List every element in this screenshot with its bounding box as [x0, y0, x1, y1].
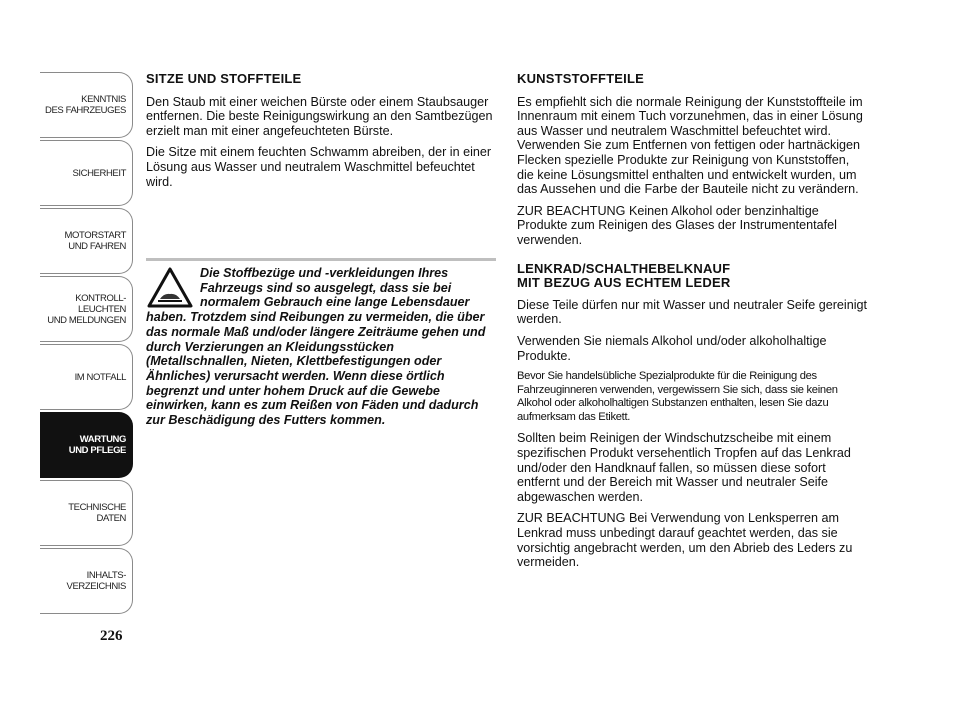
paragraph: Den Staub mit einer weichen Bürste oder einem Staubsauger entfernen. Die beste Reinigungswirkung an den Samtbezügen erzielt man mit einer angefeuchteten Bürste. [146, 94, 493, 138]
paragraph: Es empfiehlt sich die normale Reinigung der Kunststoffteile im Innenraum mit einem Tuch vorzunehmen, das in einer Lösung aus Wasser und neutralem Waschmittel befeuchtet wird. Verwenden Sie zum Entfernen von fettigen oder hartnäckigen Flecken spezielle Produkte zur Reinigung von Kunststoffen, die keine Lösungsmittel enthalten und entwickelt wurden, um das Aussehen und die Farbe der Bauteile nicht zu verändern. [517, 94, 863, 197]
page-number: 226 [100, 628, 123, 644]
paragraph: ZUR BEACHTUNG Bei Verwendung von Lenksperren am Lenkrad muss unbedingt darauf geachtet werden, das sie vorsichtig angebracht werden, um den Abrieb des Leders zu vermeiden. [517, 511, 853, 570]
paragraph: ZUR BEACHTUNG Keinen Alkohol oder benzinhaltige Produkte zum Reinigen des Glases der Instrumententafel verwenden. [517, 203, 837, 247]
tab-wartung-und-pflege[interactable]: WARTUNG UND PFLEGE [40, 412, 133, 478]
tab-sicherheit[interactable]: SICHERHEIT [40, 140, 133, 206]
section-heading-lenkrad [517, 262, 869, 291]
section-heading-sitze: SITZE UND STOFFTEILE [146, 71, 302, 86]
caution-triangle-icon [146, 266, 194, 310]
tab-motorstart-und-fahren[interactable]: MOTORSTART UND FAHREN [40, 208, 133, 274]
tab-im-notfall[interactable]: IM NOTFALL [40, 344, 133, 410]
tab-kontrollleuchten-und-meldungen[interactable]: KONTROLL- LEUCHTEN UND MELDUNGEN [40, 276, 133, 342]
tab-inhaltsverzeichnis[interactable]: INHALTS- VERZEICHNIS [40, 548, 133, 614]
tab-kenntnis-des-fahrzeuges[interactable]: KENNTNIS DES FAHRZEUGES [40, 72, 133, 138]
paragraph: Sollten beim Reinigen der Windschutzscheibe mit einem spezifischen Produkt versehentlich Tropfen auf das Lenkrad und/oder den Handknauf fallen, so müssen diese sofort entfernt und der Bereich mit Wasser und neutraler Seife abgewaschen werden. [517, 431, 851, 504]
paragraph: Die Sitze mit einem feuchten Schwamm abreiben, der in einer Lösung aus Wasser und neutralem Waschmittel befeuchtet wird. [146, 145, 492, 189]
right-column [517, 72, 869, 577]
section-divider [146, 258, 496, 261]
paragraph: Diese Teile dürfen nur mit Wasser und neutraler Seife gereinigt werden. [517, 297, 868, 327]
left-column [146, 72, 496, 196]
warning-box [146, 266, 496, 428]
warning-text: Die Stoffbezüge und -verkleidungen Ihres Fahrzeugs sind so ausgelegt, dass sie bei normalem Gebrauch eine lange Lebensdauer haben. Trotzdem sind Reibungen zu vermeiden, die über das normale Maß und/oder längere Zeiträume gehen und durch Verzierungen an Kleidungsstücken (Metallschnallen, Nieten, Klettbefestigungen oder Ähnliches) verursacht werden. Wenn diese örtlich begrenzt und unter hohem Druck auf die Gewebe einwirken, kann es zum Reißen von Fäden und dadurch zur Beschädigung des Futters kommen. [146, 266, 486, 428]
heading-line: MIT BEZUG AUS ECHTEM LEDER [517, 275, 731, 291]
tab-technische-daten[interactable]: TECHNISCHE DATEN [40, 480, 133, 546]
heading-line: LENKRAD/SCHALTHEBELKNAUF [517, 260, 731, 276]
paragraph: Verwenden Sie niemals Alkohol und/oder alkoholhaltige Produkte. [517, 333, 827, 363]
section-heading-kunststoffteile: KUNSTSTOFFTEILE [517, 71, 644, 86]
paragraph: Bevor Sie handelsübliche Spezialprodukte für die Reinigung des Fahrzeuginneren verwenden, vergewissern Sie sich, dass sie keinen Alkohol oder alkoholhaltigen Substanzen enthalten, lesen Sie dazu aufmerksam das Etikett. [517, 370, 838, 423]
